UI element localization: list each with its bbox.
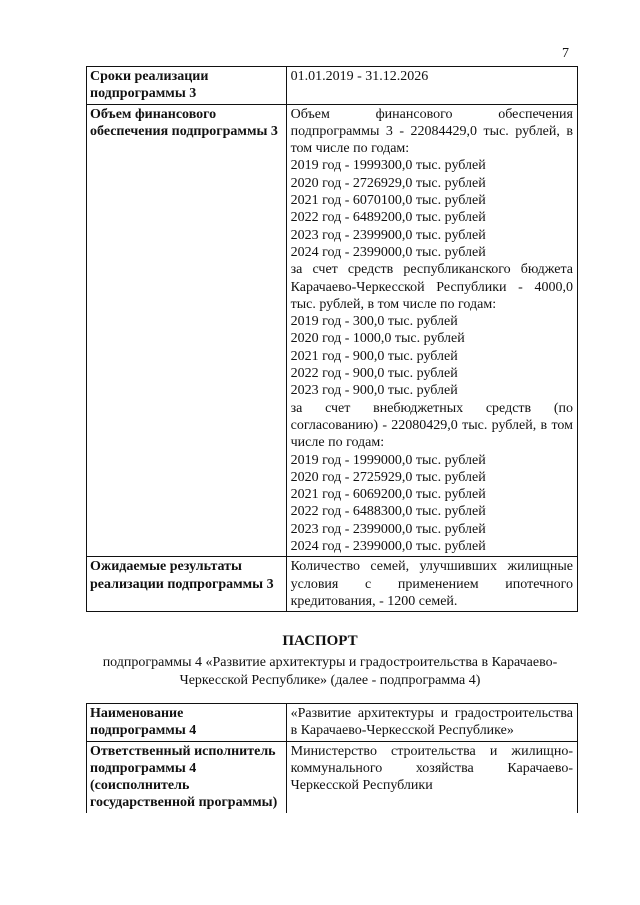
name-value: «Развитие архитектуры и градостроительства в Карачаево-Черкесской Республике» — [286, 704, 577, 742]
table-row — [87, 704, 578, 742]
executor-value: Министерство строительства и жилищно-коммунального хозяйства Карачаево-Черкесской Республики — [286, 741, 577, 813]
list-item: 2021 год - 6069200,0 тыс. рублей — [290, 487, 486, 503]
finance-label: Объем финансового обеспечения подпрограммы 3 — [87, 104, 287, 557]
passport-title: ПАСПОРТ — [282, 633, 358, 649]
subprogram-4-passport-table — [86, 703, 578, 813]
table-row — [87, 104, 578, 557]
republic-by-year-list — [291, 313, 573, 399]
list-item: 2021 год - 6070100,0 тыс. рублей — [290, 193, 486, 209]
list-item: 2021 год - 900,0 тыс. рублей — [290, 348, 458, 364]
table-row — [87, 741, 578, 813]
results-value: Количество семей, улучшивших жилищные условия с применением ипотечного кредитования, - 1200 семей. — [286, 557, 577, 612]
finance-value — [286, 104, 577, 557]
page-number: 7 — [562, 46, 569, 61]
list-item: 2020 год - 1000,0 тыс. рублей — [290, 331, 465, 347]
list-item: 2023 год - 2399900,0 тыс. рублей — [290, 227, 486, 243]
list-item: 2023 год - 900,0 тыс. рублей — [290, 383, 458, 399]
list-item: 2023 год - 2399000,0 тыс. рублей — [290, 521, 486, 537]
results-label: Ожидаемые результаты реализации подпрограммы 3 — [87, 557, 287, 612]
list-item: 2024 год - 2399000,0 тыс. рублей — [290, 539, 486, 555]
list-item: 2019 год - 1999000,0 тыс. рублей — [290, 452, 486, 468]
offbudget-by-year-list — [291, 452, 573, 556]
list-item: 2022 год - 6488300,0 тыс. рублей — [290, 504, 486, 520]
period-value: 01.01.2019 - 31.12.2026 — [286, 67, 577, 105]
list-item: 2019 год - 1999300,0 тыс. рублей — [290, 158, 486, 174]
list-item: 2020 год - 2725929,0 тыс. рублей — [290, 469, 486, 485]
table-row — [87, 67, 578, 105]
table-row — [87, 557, 578, 612]
list-item: 2024 год - 2399000,0 тыс. рублей — [290, 244, 486, 260]
finance-intro: Объем финансового обеспечения подпрограммы 3 - 22084429,0 тыс. рублей, в том числе по годам: — [290, 106, 573, 157]
list-item: 2022 год - 900,0 тыс. рублей — [290, 366, 458, 382]
name-label: Наименование подпрограммы 4 — [87, 704, 287, 742]
total-by-year-list — [291, 157, 573, 261]
list-item: 2019 год - 300,0 тыс. рублей — [290, 314, 458, 330]
period-label: Сроки реализации подпрограммы 3 — [87, 67, 287, 105]
executor-label: Ответственный исполнитель подпрограммы 4 (соисполнитель государственной программы) — [87, 741, 287, 813]
passport-subtitle: подпрограммы 4 «Развитие архитектуры и градостроительства в Карачаево-Черкесской Республике» (далее - подпрограмма 4) — [102, 655, 558, 688]
offbudget-intro: за счет внебюджетных средств (по согласованию) - 22080429,0 тыс. рублей, в том числе по годам: — [290, 400, 573, 451]
republic-intro: за счет средств республиканского бюджета Карачаево-Черкесской Республики - 4000,0 тыс. рублей, в том числе по годам: — [290, 262, 573, 312]
list-item: 2020 год - 2726929,0 тыс. рублей — [290, 175, 486, 191]
subprogram-3-passport-table — [86, 66, 578, 612]
list-item: 2022 год - 6489200,0 тыс. рублей — [290, 210, 486, 226]
